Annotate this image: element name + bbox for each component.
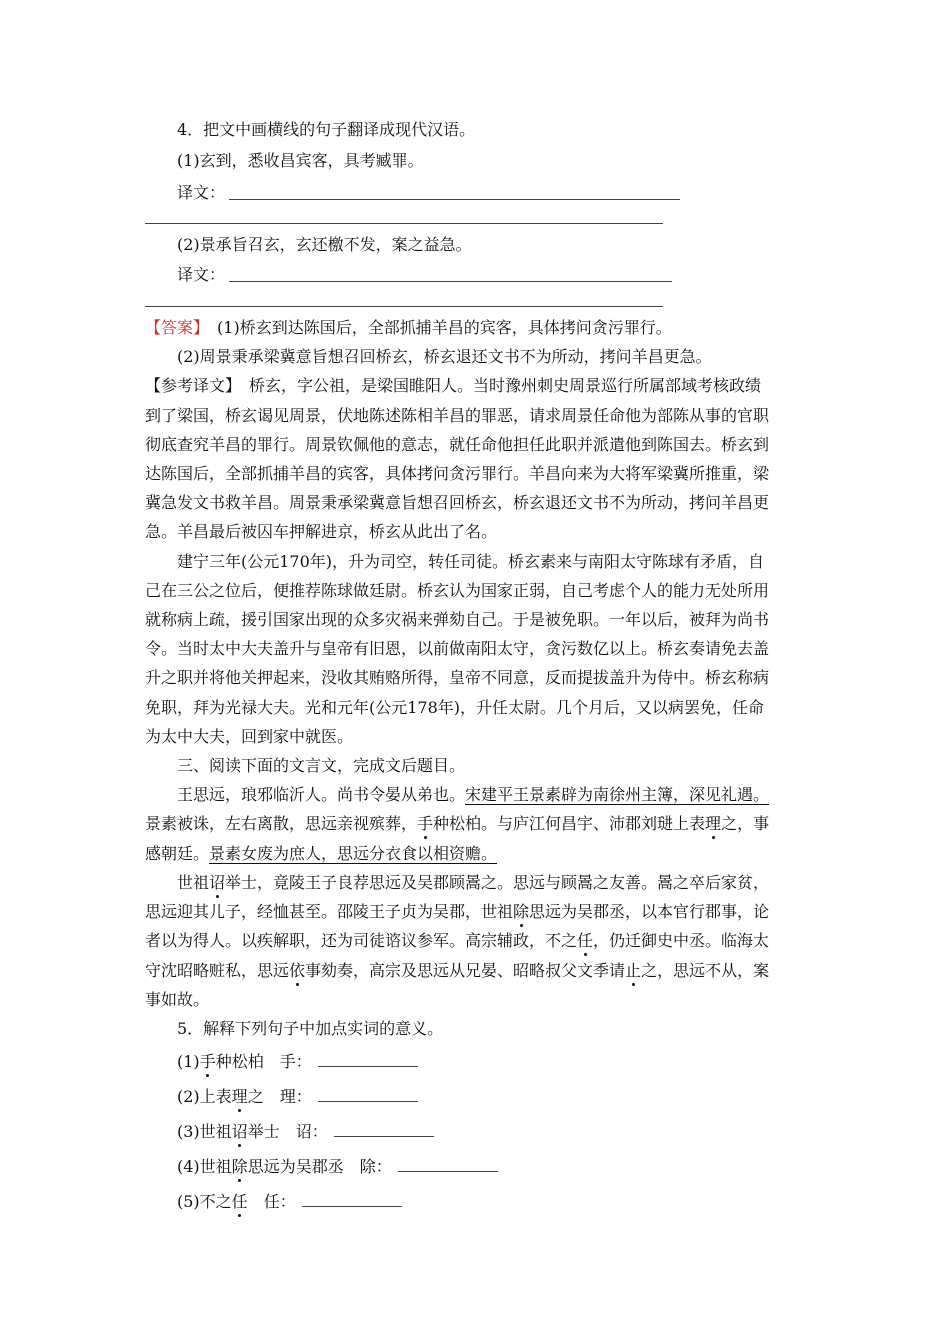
answer-blank[interactable] <box>334 1122 434 1137</box>
q5-title: 5．解释下列句子中加点实词的意义。 <box>177 1019 444 1038</box>
ref-line: 就称病上疏，援引国家出现的众多灾祸来弹劾自己。于是被免职。一年以后，被拜为尚书 <box>145 610 770 629</box>
dotted-char: 诏 <box>231 1122 248 1141</box>
dotted-char: 依 <box>289 961 306 980</box>
passage-line: 事如故。 <box>145 990 210 1009</box>
q5-item: (3)世祖诏举士 诏： <box>177 1122 434 1142</box>
answer-blank-line[interactable] <box>145 223 663 224</box>
dotted-char: 除 <box>231 1157 248 1176</box>
dotted-char: 手 <box>417 814 434 833</box>
answer-blank-line[interactable] <box>229 281 672 282</box>
answer-blank[interactable] <box>318 1087 418 1102</box>
q4-sentence-1: (1)玄到，悉收昌宾客，具考臧罪。 <box>177 151 424 170</box>
answer-2: (2)周景秉承梁冀意旨想召回桥玄，桥玄退还文书不为所动，拷问羊昌更急。 <box>177 347 712 366</box>
q4-label-2: 译文： <box>177 265 226 284</box>
q4-sentence-2: (2)景承旨召玄，玄还檄不发，案之益急。 <box>177 235 472 254</box>
dotted-char: 手 <box>199 1052 216 1071</box>
passage-line: 景素被诛，左右离散，思远亲视殡葬，手种松柏。与庐江何昌宇、沛郡刘琎上表理之，事 <box>145 814 770 833</box>
ref-line: 免职，拜为光禄大夫。光和元年(公元178年)，升任太尉。几个月后，又以病罢免，任命 <box>145 698 765 717</box>
ref-line: 己在三公之位后，便推荐陈球做廷尉。桥玄认为国家正弱，自己考虑个人的能力无处所用 <box>145 581 770 600</box>
section-3-title: 三、阅读下面的文言文，完成文后题目。 <box>177 756 466 775</box>
dotted-char: 理 <box>231 1087 248 1106</box>
dotted-char: 理 <box>705 814 722 833</box>
ref-line: 升之职并将他关押起来，没收其贿赂所得，皇帝不同意，反而提拔盖升为侍中。桥玄称病 <box>145 668 770 687</box>
ref-line: 达陈国后，全部抓捕羊昌的宾客，具体拷问贪污罪行。羊昌向来为大将军梁冀所推重，梁 <box>145 464 770 483</box>
q5-item: (5)不之任 任： <box>177 1192 402 1212</box>
ref-line: 冀急发文书救羊昌。周景秉承梁冀意旨想召回桥玄，桥玄退还文书不为所动，拷问羊昌更 <box>145 493 770 512</box>
answer-blank[interactable] <box>302 1192 402 1207</box>
answer-1: (1)桥玄到达陈国后，全部抓捕羊昌的宾客，具体拷问贪污罪行。 <box>217 318 672 337</box>
underlined-sentence: 宋建平王景素辟为南徐州主簿，深见礼遇。 <box>465 785 770 804</box>
answer-blank-line[interactable] <box>229 199 680 200</box>
ref-line: 到了梁国，桥玄谒见周景，伏地陈述陈相羊昌的罪恶，请求周景任命他为部陈从事的官职 <box>145 406 770 425</box>
q5-item: (2)上表理之 理： <box>177 1087 418 1107</box>
ref-line: 令。当时太中大夫盖升与皇帝有旧恩，以前做南阳太守，贪污数亿以上。桥玄奏请免去盖 <box>145 639 770 658</box>
q5-item: (1)手种松柏 手： <box>177 1052 418 1072</box>
passage-line: 世祖诏举士，竟陵王子良荐思远及吴郡顾暠之。思远与顾暠之友善。暠之卒后家贫， <box>177 873 770 892</box>
dotted-char: 任 <box>231 1192 248 1211</box>
ref-line: 建宁三年(公元170年)，升为司空，转任司徒。桥玄素来与南阳太守陈球有矛盾，自 <box>177 552 765 571</box>
passage-line: 守沈昭略赃私，思远依事劾奏，高宗及思远从兄晏、昭略叔父文季请止之，思远不从，案 <box>145 961 770 980</box>
passage-line: 感朝廷。景素女废为庶人，思远分衣食以相资赡。 <box>145 844 498 863</box>
answer-blank[interactable] <box>318 1052 418 1067</box>
ref-line: 为太中大夫，回到家中就医。 <box>145 727 354 746</box>
ref-line: 彻底查究羊昌的罪行。周景钦佩他的意志，就任命他担任此职并派遣他到陈国去。桥玄到 <box>145 435 770 454</box>
passage-line: 者以为得人。以疾解职，还为司徒谘议参军。高宗辅政，不之任，仍迁御史中丞。临海太 <box>145 931 770 950</box>
ref-tag: 【参考译文】 <box>145 376 234 395</box>
dotted-char: 除 <box>513 902 530 921</box>
passage-line: 思远迎其儿子，经恤甚至。邵陵王子贞为吴郡，世祖除思远为吴郡丞，以本官行郡事，论 <box>145 902 770 921</box>
dotted-char: 止 <box>625 961 642 980</box>
ref-line: 急。羊昌最后被囚车押解进京，桥玄从此出了名。 <box>145 522 498 541</box>
q5-item: (4)世祖除思远为吴郡丞 除： <box>177 1157 498 1177</box>
q4-label-1: 译文： <box>177 183 226 202</box>
answer-tag: 【答案】 <box>145 318 202 337</box>
answer-line-1 <box>145 318 672 338</box>
answer-blank[interactable] <box>398 1157 498 1172</box>
ref-line-0: 【参考译文】 桥玄，字公祖，是梁国睢阳人。当时豫州刺史周景巡行所属部域考核政绩 <box>145 376 762 395</box>
passage-line: 王思远，琅邪临沂人。尚书令晏从弟也。宋建平王景素辟为南徐州主簿，深见礼遇。 <box>177 785 770 804</box>
answer-blank-line[interactable] <box>145 306 663 307</box>
underlined-sentence: 景素女废为庶人，思远分衣食以相资赡。 <box>209 844 498 863</box>
dotted-char: 诏 <box>209 873 226 892</box>
dotted-char: 任 <box>577 931 594 950</box>
q4-title: 4．把文中画横线的句子翻译成现代汉语。 <box>177 120 476 139</box>
